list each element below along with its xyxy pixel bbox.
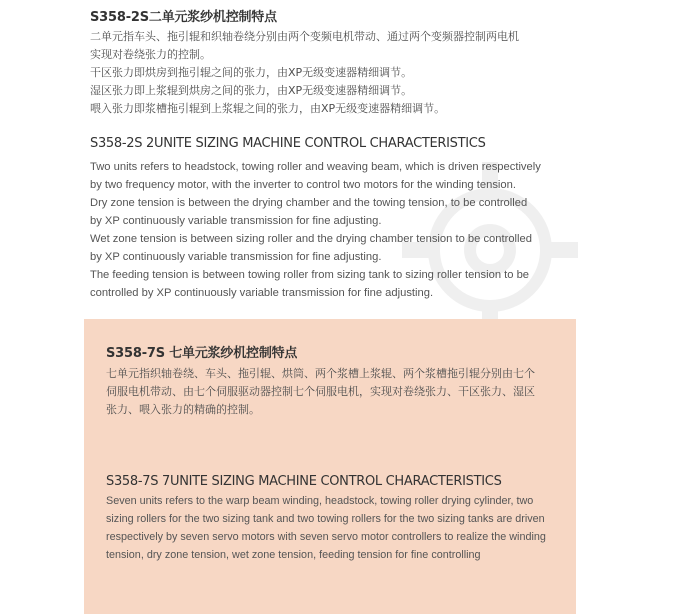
section-7s-chinese-body [106,365,586,419]
body-line: by XP continuously variable transmission for fine adjusting. [90,215,382,227]
body-line: 二单元指车头、拖引辊和织轴卷绕分别由两个变频电机带动、通过两个变频器控制两电机 [90,30,519,43]
body-line: 七单元指织轴卷绕、车头、拖引辊、烘筒、两个浆槽上浆辊、两个浆槽拖引辊分别由七个 [106,367,535,380]
body-line: sizing rollers for the two sizing tank and two towing rollers for the two sizing tanks are driven [106,513,545,525]
section-2s-english-body [90,158,570,302]
section-7s-english-title: S358-7S 7UNITE SIZING MACHINE CONTROL CHARACTERISTICS [106,474,502,489]
section-2s-english [90,136,570,302]
body-line: by two frequency motor, with the inverter to control two motors for the winding tension. [90,179,516,191]
body-line: 张力、喂入张力的精确的控制。 [106,403,260,416]
body-line: 喂入张力即浆槽拖引辊到上浆辊之间的张力，由XP无级变速器精细调节。 [90,102,446,115]
section-2s-english-title: S358-2S 2UNITE SIZING MACHINE CONTROL CHARACTERISTICS [90,136,486,151]
body-line: 实现对卷绕张力的控制。 [90,48,211,61]
section-2s-chinese-title: S358-2S二单元浆纱机控制特点 [90,10,277,25]
body-line: controlled by XP continuously variable transmission for fine adjusting. [90,287,434,299]
body-line: tension, dry zone tension, wet zone tension, feeding tension for fine controlling [106,549,481,561]
body-line: by XP continuously variable transmission for fine adjusting. [90,251,382,263]
section-7s-english-body [106,492,586,564]
section-7s-chinese [106,342,586,419]
section-2s-chinese [90,6,570,118]
body-line: Wet zone tension is between sizing roller and the drying chamber tension to be controlled [90,233,532,245]
body-line: Dry zone tension is between the drying chamber and the towing tension, to be controlled [90,197,528,209]
section-7s-chinese-title: S358-7S 七单元浆纱机控制特点 [106,346,298,361]
section-7s-english [106,474,586,564]
body-line: respectively by seven servo motors with seven servo motor controllers to realize the winding [106,531,546,543]
body-line: 湿区张力即上浆辊到烘房之间的张力，由XP无级变速器精细调节。 [90,84,413,97]
body-line: Two units refers to headstock, towing roller and weaving beam, which is driven respectively [90,161,541,173]
section-2s-chinese-body [90,28,570,118]
body-line: 伺服电机带动、由七个伺服驱动器控制七个伺服电机，实现对卷绕张力、干区张力、湿区 [106,385,535,398]
body-line: 干区张力即烘房到拖引辊之间的张力，由XP无级变速器精细调节。 [90,66,413,79]
body-line: Seven units refers to the warp beam winding, headstock, towing roller drying cylinder, two [106,495,534,507]
body-line: The feeding tension is between towing roller from sizing tank to sizing roller tension to be [90,269,530,281]
